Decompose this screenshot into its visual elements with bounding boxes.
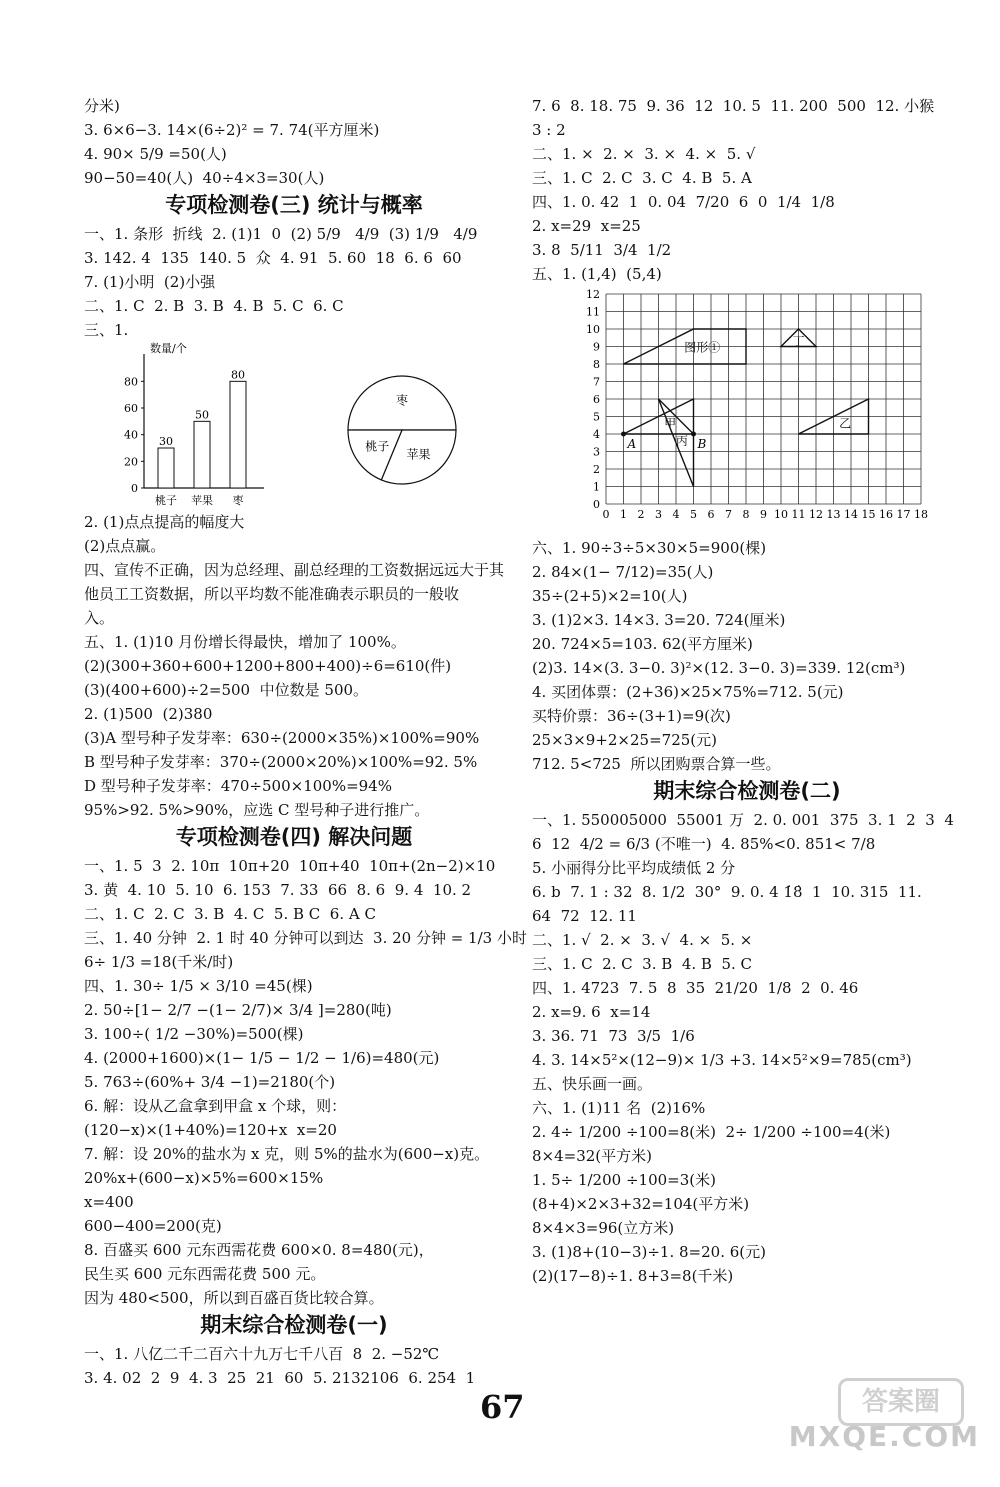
answer-line: (2)(300+360+600+1200+800+400)÷6=610(件) — [84, 657, 452, 675]
x-tick-label: 3 — [655, 508, 662, 521]
answer-line: 2. x=9. 6 x=14 — [532, 1003, 651, 1021]
answer-line: (120−x)×(1+40%)=120+x x=20 — [84, 1121, 337, 1139]
x-tick-label: 2 — [637, 508, 645, 521]
answer-line: 25×3×9+2×25=725(元) — [532, 731, 717, 749]
page-number: 67 — [480, 1388, 525, 1426]
answer-line: 5. 763÷(60%+ 3/4 −1)=2180(个) — [84, 1073, 336, 1091]
answer-line: 一、1. 八亿二千二百六十九万七千八百 8 2. −52℃ — [84, 1345, 440, 1363]
y-tick-label: 0 — [131, 482, 138, 495]
answer-line: 五、1. (1)10 月份增长得最快，增加了 100%。 — [84, 633, 406, 651]
answer-line: 3. 黄 4. 10 5. 10 6. 153 7. 33 66 8. 6 9. 4 10. 2 — [84, 881, 472, 899]
y-tick-label: 6 — [593, 393, 600, 406]
answer-line: 二、1. C 2. C 3. B 4. C 5. B C 6. A C — [84, 905, 376, 923]
x-tick-label: 0 — [602, 508, 610, 521]
answer-line: (2)(17−8)÷1. 8+3=8(千米) — [532, 1267, 734, 1285]
y-tick-label: 3 — [593, 445, 600, 459]
answer-line: 二、1. × 2. × 3. × 4. × 5. √ — [532, 145, 756, 163]
grid-figure — [532, 284, 962, 534]
category-label: 苹果 — [191, 494, 213, 507]
pie-slice-label: 桃子 — [365, 439, 390, 454]
y-tick-label: 7 — [593, 375, 600, 389]
answer-line: 三、1. C 2. C 3. C 4. B 5. A — [532, 169, 752, 187]
bar — [230, 381, 246, 488]
y-tick-label: 4 — [593, 428, 600, 441]
answer-line: x=400 — [84, 1193, 134, 1211]
right-mid-lines — [532, 538, 962, 774]
answer-line: 他员工工资数据，所以平均数不能准确表示职员的一般收 — [84, 585, 460, 603]
grid-shape-label: 图形① — [684, 340, 721, 355]
answer-line: 入。 — [84, 609, 115, 627]
x-tick-label: 5 — [690, 508, 697, 521]
answer-line: 3. (1)2×3. 14×3. 3=20. 724(厘米) — [532, 611, 786, 629]
pie-chart — [342, 370, 462, 490]
charts-row — [84, 340, 504, 508]
x-tick-label: 8 — [742, 508, 750, 521]
answer-line: 一、1. 5 3 2. 10π 10π+20 10π+40 10π+(2n−2)×10 — [84, 857, 496, 875]
answer-line: 六、1. (1)11 名 (2)16% — [532, 1099, 706, 1117]
x-tick-label: 16 — [879, 508, 893, 521]
y-tick-label: 5 — [593, 410, 600, 424]
answer-line: 四、1. 4723 7. 5 8 35 21/20 1/8 2 0. 46 — [532, 979, 859, 997]
answer-line: 2. 50÷[1− 2/7 −(1− 2/7)× 3/4 ]=280(吨) — [84, 1001, 392, 1019]
answer-line: 四、宣传不正确，因为总经理、副总经理的工资数据远远大于其 — [84, 561, 505, 579]
answer-line: 6 12 4/2 = 6/3 (不唯一) 4. 85%<0. 851< 7/8 — [532, 835, 876, 853]
x-tick-label: 15 — [861, 508, 876, 521]
y-tick-label: 11 — [586, 305, 600, 319]
left-column — [84, 92, 527, 1388]
answer-line: 3. 36. 71 73 3/5 1/6 — [532, 1027, 695, 1045]
answer-line: (3)A 型号种子发芽率：630÷(2000×35%)×100%=90% — [84, 729, 480, 747]
answer-line: 3. 100÷( 1/2 −30%)=500(棵) — [84, 1025, 304, 1043]
answer-line: (2)点点赢。 — [84, 537, 166, 555]
pie-slice-label: 苹果 — [406, 447, 431, 462]
x-tick-label: 4 — [672, 508, 680, 521]
answer-line: 民生买 600 元东西需花费 500 元。 — [84, 1265, 326, 1283]
answer-line: 6. b 7. 1 : 32 8. 1/2 30° 9. 0. 4 1̇8̇ 1 10. 315 11. — [532, 883, 922, 901]
x-tick-label: 14 — [844, 508, 858, 521]
answer-line: 买特价票：36÷(3+1)=9(次) — [532, 707, 731, 725]
answer-line: 一、1. 550005000 55001 万 2. 0. 001 375 3. 1 2 3 4 — [532, 811, 954, 829]
answer-line: 20%x+(600−x)×5%=600×15% — [84, 1169, 324, 1187]
answer-line: 7. (1)小明 (2)小强 — [84, 273, 216, 291]
bar — [158, 448, 174, 488]
answer-line: 3. (1)8+(10−3)÷1. 8=20. 6(元) — [532, 1243, 766, 1261]
x-tick-label: 6 — [707, 508, 715, 521]
answer-line: 3. 142. 4 135 140. 5 众 4. 91 5. 60 18 6. 6 60 — [84, 249, 462, 267]
answer-line: 四、1. 0. 42 1 0. 04 7/20 6 0 1/4 1/8 — [532, 193, 835, 211]
answer-line: 6. 解：设从乙盒拿到甲盒 x 个球，则： — [84, 1097, 347, 1115]
answer-line: 95%>92. 5%>90%，应选 C 型号种子进行推广。 — [84, 801, 430, 819]
answer-line: 三、1. 40 分钟 2. 1 时 40 分钟可以到达 3. 20 分钟 = 1/3 小时 — [84, 929, 527, 947]
answer-line: 4. 买团体票：(2+36)×25×75%=712. 5(元) — [532, 683, 844, 701]
grid-shape-label: 甲 — [664, 416, 677, 431]
y-tick-label: 20 — [124, 455, 138, 469]
answer-line: 4. 90× 5/9 =50(人) — [84, 145, 227, 163]
y-tick-label: 80 — [124, 375, 138, 389]
answer-line: 8. 百盛买 600 元东西需花费 600×0. 8=480(元)， — [84, 1241, 434, 1259]
answer-line: 7. 解：设 20%的盐水为 x 克，则 5%的盐水为(600−x)克。 — [84, 1145, 490, 1163]
answer-line: (3)(400+600)÷2=500 中位数是 500。 — [84, 681, 369, 699]
answer-line: 6÷ 1/3 =18(千米/时) — [84, 953, 234, 971]
answer-line: 5. 小丽得分比平均成绩低 2 分 — [532, 859, 736, 877]
answer-line: 20. 724×5=103. 62(平方厘米) — [532, 635, 753, 653]
answer-line: 7. 6 8. 18. 75 9. 36 12 10. 5 11. 200 500 12. 小猴 — [532, 97, 935, 115]
answer-line: 分米) — [84, 97, 120, 115]
x-tick-label: 11 — [791, 508, 806, 521]
bar — [194, 421, 210, 488]
answer-line: 3 : 2 — [532, 121, 566, 139]
y-tick-label: 12 — [586, 288, 600, 301]
answer-line: 8×4×3=96(立方米) — [532, 1219, 675, 1237]
answer-line: (8+4)×2×3+32=104(平方米) — [532, 1195, 750, 1213]
answer-line: 六、1. 90÷3÷5×30×5=900(棵) — [532, 539, 767, 557]
category-label: 枣 — [232, 494, 244, 507]
section-3b-lines — [84, 512, 504, 820]
bar-value-label: 30 — [159, 435, 173, 448]
x-tick-label: 18 — [914, 508, 928, 521]
right-column — [532, 92, 962, 1286]
answer-line: 2. (1)500 (2)380 — [84, 705, 213, 723]
answer-line: D 型号种子发芽率：470÷500×100%=94% — [84, 777, 392, 795]
answer-line: 8×4=32(平方米) — [532, 1147, 653, 1165]
heading-section-4: 专项检测卷(四) 解决问题 — [175, 825, 413, 849]
answer-line: 64 72 12. 11 — [532, 907, 637, 925]
answer-line: 3. 6×6−3. 14×(6÷2)² = 7. 74(平方厘米) — [84, 121, 380, 139]
y-tick-label: 0 — [593, 498, 600, 511]
watermark-site: MXQE.COM — [788, 1420, 980, 1453]
x-tick-label: 7 — [725, 508, 732, 521]
x-tick-label: 17 — [896, 508, 911, 521]
x-tick-label: 12 — [809, 508, 823, 521]
answer-line: 二、1. C 2. B 3. B 4. B 5. C 6. C — [84, 297, 344, 315]
answer-line: 3. 4. 02 2 9 4. 3 25 21 60 5. 2132106 6. 254 1 — [84, 1369, 476, 1387]
right-top-lines — [532, 96, 962, 284]
x-tick-label: 1 — [620, 508, 627, 521]
pie-slice-label: 枣 — [395, 393, 409, 408]
section-4-lines — [84, 856, 527, 1308]
answer-line: 五、快乐画一画。 — [532, 1075, 653, 1093]
watermark-logo: 答案圈 — [838, 1378, 964, 1426]
left-top-lines — [84, 96, 504, 188]
x-tick-label: 9 — [760, 508, 767, 521]
answer-line: 2. x=29 x=25 — [532, 217, 641, 235]
answer-line: 35÷(2+5)×2=10(人) — [532, 587, 688, 605]
bar-value-label: 50 — [195, 408, 209, 422]
heading-final-1: 期末综合检测卷(一) — [200, 1313, 388, 1337]
answer-line: 1. 5÷ 1/200 ÷100=3(米) — [532, 1171, 716, 1189]
y-tick-label: 40 — [124, 428, 138, 442]
answer-line: 90−50=40(人) 40÷4×3=30(人) — [84, 169, 325, 187]
answer-line: 五、1. (1,4) (5,4) — [532, 265, 662, 283]
grid-shape-label: 丁 — [792, 334, 805, 349]
answer-line: 4. 3. 14×5²×(12−9)× 1/3 +3. 14×5²×9=785(cm³) — [532, 1051, 912, 1069]
category-label: 桃子 — [155, 494, 177, 507]
bar-value-label: 80 — [231, 368, 245, 382]
answer-line: 一、1. 条形 折线 2. (1)1 0 (2) 5/9 4/9 (3) 1/9 4/9 — [84, 225, 478, 243]
heading-final-2: 期末综合检测卷(二) — [653, 779, 841, 803]
answer-line: (2)3. 14×(3. 3−0. 3)²×(12. 3−0. 3)=339. 12(cm³) — [532, 659, 906, 677]
y-tick-label: 9 — [593, 340, 600, 354]
y-tick-label: 2 — [593, 463, 600, 476]
answer-line: 四、1. 30÷ 1/5 × 3/10 =45(棵) — [84, 977, 313, 995]
coordinate-grid — [572, 284, 972, 534]
grid-shape-label: 乙 — [839, 416, 852, 431]
answer-line: 三、1. C 2. C 3. B 4. B 5. C — [532, 955, 753, 973]
answer-line: 二、1. √ 2. × 3. √ 4. × 5. × — [532, 931, 753, 949]
final-1-lines — [84, 1344, 504, 1388]
grid-shape-label: 丙 — [675, 433, 688, 448]
y-tick-label: 1 — [593, 480, 600, 494]
bar-chart — [112, 340, 272, 508]
answer-line: 2. (1)点点提高的幅度大 — [84, 513, 245, 531]
answer-line: 2. 4÷ 1/200 ÷100=8(米) 2÷ 1/200 ÷100=4(米) — [532, 1123, 891, 1141]
section-3-lines — [84, 224, 504, 340]
answer-line: 600−400=200(克) — [84, 1217, 222, 1235]
answer-line: 3. 8 5/11 3/4 1/2 — [532, 241, 672, 259]
grid-point — [691, 432, 696, 437]
y-axis-label: 数量/个 — [150, 342, 187, 355]
grid-point — [621, 432, 626, 437]
answer-line: B 型号种子发芽率：370÷(2000×20%)×100%=92. 5% — [84, 753, 478, 771]
heading-section-3: 专项检测卷(三) 统计与概率 — [165, 193, 423, 217]
y-tick-label: 8 — [593, 358, 600, 371]
grid-point-label: B — [697, 437, 707, 451]
y-tick-label: 10 — [586, 323, 600, 336]
answer-line: 4. (2000+1600)×(1− 1/5 − 1/2 − 1/6)=480(元) — [84, 1049, 440, 1067]
answer-line: 2. 84×(1− 7/12)=35(人) — [532, 563, 714, 581]
final-2-lines — [532, 810, 962, 1286]
answer-line: 三、1. — [84, 321, 129, 339]
y-tick-label: 60 — [124, 402, 138, 415]
x-tick-label: 13 — [826, 508, 841, 521]
answer-line: 因为 480<500，所以到百盛百货比较合算。 — [84, 1289, 384, 1307]
x-tick-label: 10 — [774, 508, 788, 521]
grid-point-label: A — [627, 437, 637, 451]
answer-line: 712. 5<725 所以团购票合算一些。 — [532, 755, 781, 773]
